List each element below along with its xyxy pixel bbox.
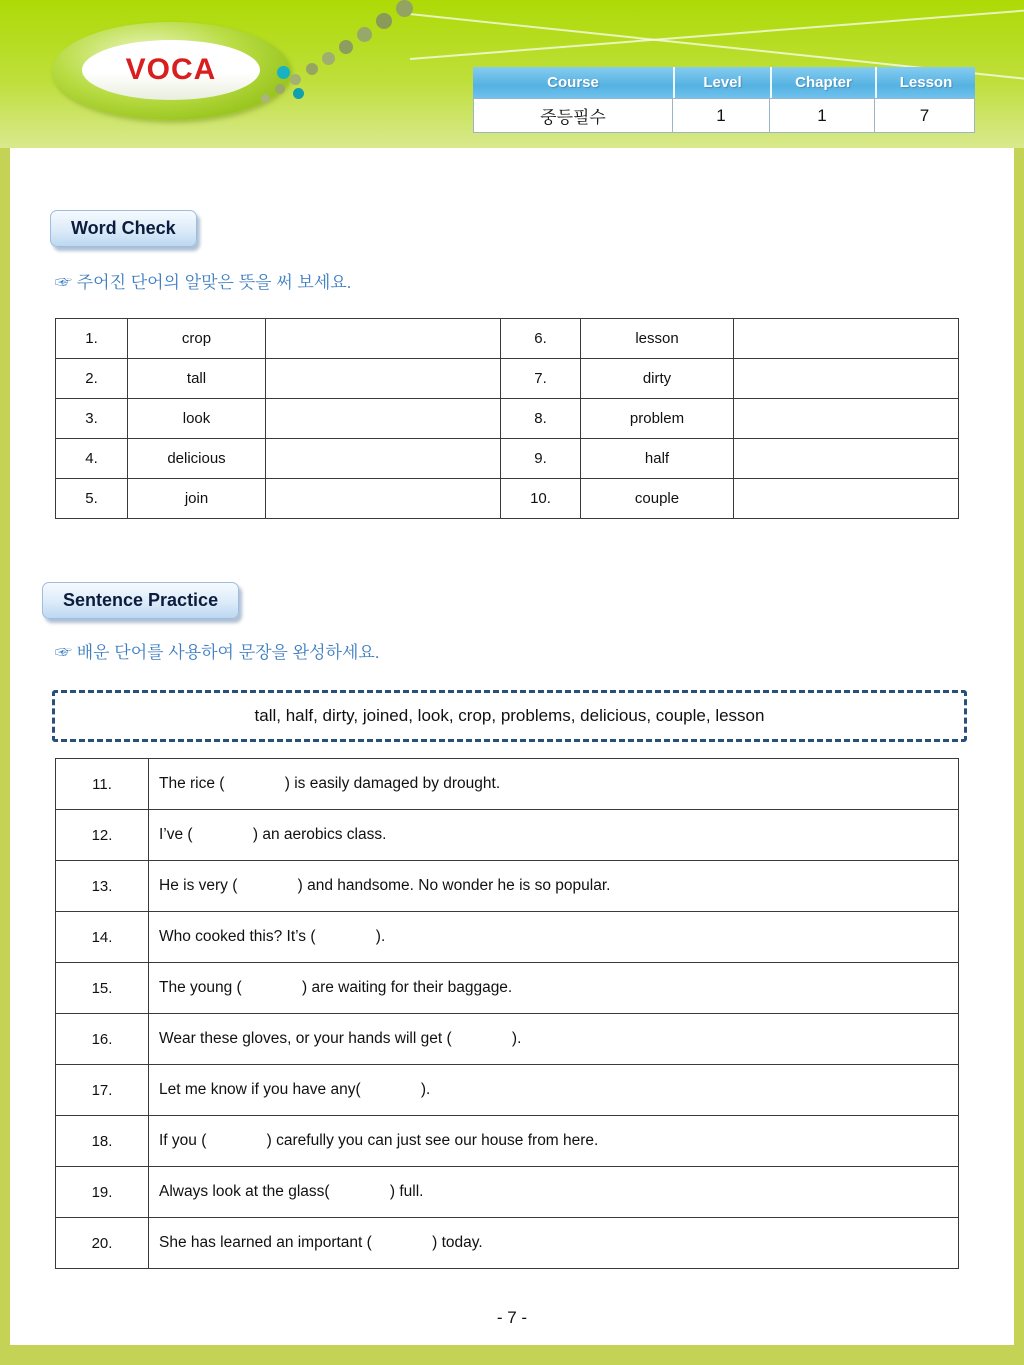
voca-logo (52, 22, 290, 120)
logo-text: VOCA (125, 53, 217, 86)
decorative-dot (357, 27, 372, 42)
table-row (56, 963, 959, 1014)
course-info-value-row (473, 98, 975, 133)
decorative-dot (290, 74, 301, 85)
word-number: 8. (501, 399, 581, 439)
sentence-number: 18. (56, 1116, 149, 1167)
sentence-text[interactable]: She has learned an important ( ) today. (149, 1218, 959, 1269)
table-row (56, 319, 959, 359)
answer-blank[interactable] (734, 359, 959, 399)
word-number: 5. (56, 479, 128, 519)
decorative-dot (306, 63, 318, 75)
word-number: 1. (56, 319, 128, 359)
word-text: dirty (581, 359, 734, 399)
sentence-text[interactable]: Always look at the glass( ) full. (149, 1167, 959, 1218)
table-row (56, 759, 959, 810)
level-header: Level (673, 67, 770, 98)
answer-blank[interactable] (734, 479, 959, 519)
sentence-number: 16. (56, 1014, 149, 1065)
table-row (56, 1218, 959, 1269)
table-row (56, 1014, 959, 1065)
table-row (56, 912, 959, 963)
chapter-header: Chapter (770, 67, 875, 98)
word-check-table (55, 318, 959, 519)
worksheet-page (10, 148, 1014, 1345)
table-row (56, 399, 959, 439)
lesson-value: 7 (875, 98, 975, 133)
answer-blank[interactable] (734, 399, 959, 439)
sentence-text[interactable]: If you ( ) carefully you can just see our house from here. (149, 1116, 959, 1167)
table-row (56, 861, 959, 912)
sentence-number: 15. (56, 963, 149, 1014)
table-row (56, 439, 959, 479)
word-text: lesson (581, 319, 734, 359)
course-info-header-row (473, 67, 975, 98)
answer-blank[interactable] (266, 439, 501, 479)
table-row (56, 1065, 959, 1116)
decorative-dot (261, 94, 270, 103)
course-header: Course (473, 67, 673, 98)
word-text: join (128, 479, 266, 519)
page-number: - 7 - (496, 1308, 528, 1327)
sentence-number: 19. (56, 1167, 149, 1218)
sentence-text[interactable]: Let me know if you have any( ). (149, 1065, 959, 1116)
table-row (56, 1167, 959, 1218)
word-number: 3. (56, 399, 128, 439)
course-value: 중등필수 (473, 98, 673, 133)
word-check-instruction: ☞ 주어진 단어의 알맞은 뜻을 써 보세요. (55, 273, 352, 292)
course-info-table (473, 67, 975, 133)
top-banner (0, 0, 1024, 148)
sentence-text[interactable]: The rice ( ) is easily damaged by drought. (149, 759, 959, 810)
lesson-header: Lesson (875, 67, 975, 98)
word-bank-text: tall, half, dirty, joined, look, crop, problems, delicious, couple, lesson (254, 706, 765, 725)
word-text: delicious (128, 439, 266, 479)
sentence-practice-badge: Sentence Practice (42, 582, 239, 619)
word-text: look (128, 399, 266, 439)
voca-logo-inner (82, 40, 260, 100)
word-text: half (581, 439, 734, 479)
decorative-line (410, 9, 1024, 60)
word-number: 7. (501, 359, 581, 399)
table-row (56, 1116, 959, 1167)
sentence-number: 17. (56, 1065, 149, 1116)
sentence-text[interactable]: He is very ( ) and handsome. No wonder he is so popular. (149, 861, 959, 912)
word-number: 6. (501, 319, 581, 359)
sentence-number: 20. (56, 1218, 149, 1269)
word-text: tall (128, 359, 266, 399)
answer-blank[interactable] (734, 439, 959, 479)
table-row (56, 479, 959, 519)
decorative-dot (293, 88, 304, 99)
word-check-badge: Word Check (50, 210, 197, 247)
decorative-dot (322, 52, 335, 65)
sentence-text[interactable]: Wear these gloves, or your hands will get ( ). (149, 1014, 959, 1065)
decorative-dot (275, 84, 285, 94)
answer-blank[interactable] (266, 479, 501, 519)
decorative-dot (277, 66, 290, 79)
decorative-dot (396, 0, 413, 17)
word-bank-box (52, 690, 967, 742)
sentence-practice-instruction: ☞ 배운 단어를 사용하여 문장을 완성하세요. (55, 643, 380, 662)
word-text: crop (128, 319, 266, 359)
answer-blank[interactable] (734, 319, 959, 359)
answer-blank[interactable] (266, 399, 501, 439)
word-number: 2. (56, 359, 128, 399)
sentence-text[interactable]: The young ( ) are waiting for their baggage. (149, 963, 959, 1014)
answer-blank[interactable] (266, 359, 501, 399)
sentence-number: 12. (56, 810, 149, 861)
word-number: 9. (501, 439, 581, 479)
sentence-text[interactable]: Who cooked this? It’s ( ). (149, 912, 959, 963)
sentence-text[interactable]: I’ve ( ) an aerobics class. (149, 810, 959, 861)
decorative-dot (339, 40, 353, 54)
sentence-number: 13. (56, 861, 149, 912)
table-row (56, 810, 959, 861)
sentence-number: 11. (56, 759, 149, 810)
word-number: 4. (56, 439, 128, 479)
word-text: couple (581, 479, 734, 519)
word-number: 10. (501, 479, 581, 519)
decorative-dot (376, 13, 392, 29)
table-row (56, 359, 959, 399)
sentence-number: 14. (56, 912, 149, 963)
chapter-value: 1 (770, 98, 875, 133)
level-value: 1 (673, 98, 770, 133)
sentence-practice-table (55, 758, 959, 1269)
answer-blank[interactable] (266, 319, 501, 359)
word-text: problem (581, 399, 734, 439)
